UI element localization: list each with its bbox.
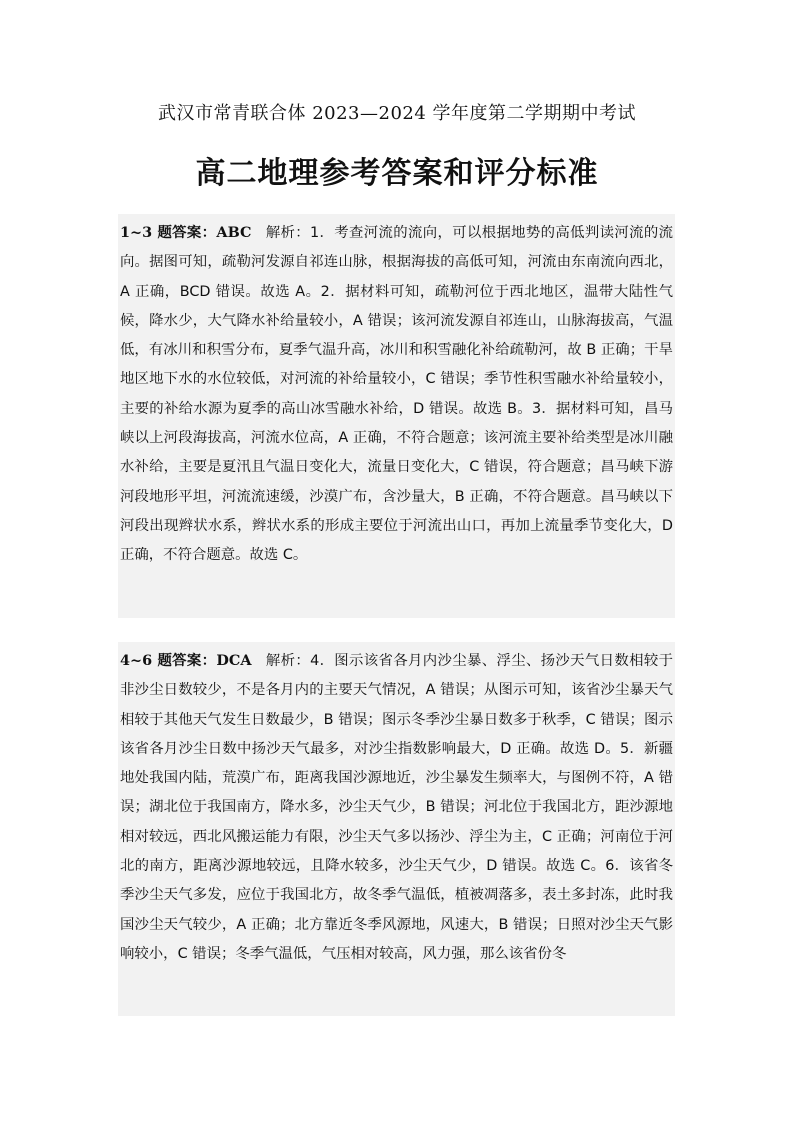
- answer-label: 4~6 题答案：DCA: [120, 652, 252, 669]
- answer-block-1-3: [118, 214, 675, 618]
- exam-title: 武汉市常青联合体 2023—2024 学年度第二学期期中考试: [157, 103, 637, 124]
- answer-label: 1~3 题答案：ABC: [120, 224, 252, 241]
- document-title: 高二地理参考答案和评分标准: [195, 156, 599, 191]
- answer-explanation: 解析：4．图示该省各月内沙尘暴、浮尘、扬沙天气日数相较于非沙尘日数较少，不是各月内的主要天气情况，A 错误；从图示可知，该省沙尘暴天气相较于其他天气发生日数最少，B 错误；图示冬季沙尘暴日数多于秋季，C 错误；图示该省各月沙尘日数中扬沙天气最多，对沙尘指数影响最大，D 正确。故选 D。5．新疆地处我国内陆，荒漠广布，距离我国沙源地近，沙尘暴发生频率大，与图例不符，A 错误；湖北位于我国南方，降水多，沙尘天气少，B 错误；河北位于我国北方，距沙源地相对较远，西北风搬运能力有限，沙尘天气多以扬沙、浮尘为主，C 正确；河南位于河北的南方，距离沙源地较远，且降水较多，沙尘天气少，D 错误。故选 C。6．该省冬季沙尘天气多发，应位于我国北方，故冬季气温低，植被凋落多，表土多封冻，此时我国沙尘天气较少，A 正确；北方靠近冬季风源地，风速大，B 错误；日照对沙尘天气影响较小，C 错误；冬季气温低，气压相对较高，风力强，那么该省份冬: [120, 653, 673, 962]
- answer-block-4-6: [118, 642, 675, 1016]
- answer-explanation: 解析：1．考查河流的流向，可以根据地势的高低判读河流的流向。据图可知，疏勒河发源自祁连山脉，根据海拔的高低可知，河流由东南流向西北，A 正确，BCD 错误。故选 A。2．据材料可知，疏勒河位于西北地区，温带大陆性气候，降水少，大气降水补给量较小，A 错误；该河流发源自祁连山，山脉海拔高，气温低，有冰川和积雪分布，夏季气温升高，冰川和积雪融化补给疏勒河，故 B 正确；干旱地区地下水的水位较低，对河流的补给量较小，C 错误；季节性积雪融水补给量较小，主要的补给水源为夏季的高山冰雪融水补给，D 错误。故选 B。3．据材料可知，昌马峡以上河段海拔高，河流水位高，A 正确，不符合题意；该河流主要补给类型是冰川融水补给，主要是夏汛且气温日变化大，流量日变化大，C 错误，符合题意；昌马峡下游河段地形平坦，河流流速缓，沙漠广布，含沙量大，B 正确，不符合题意。昌马峡以下河段出现辫状水系，辫状水系的形成主要位于河流出山口，再加上流量季节变化大，D 正确，不符合题意。故选 C。: [120, 225, 673, 564]
